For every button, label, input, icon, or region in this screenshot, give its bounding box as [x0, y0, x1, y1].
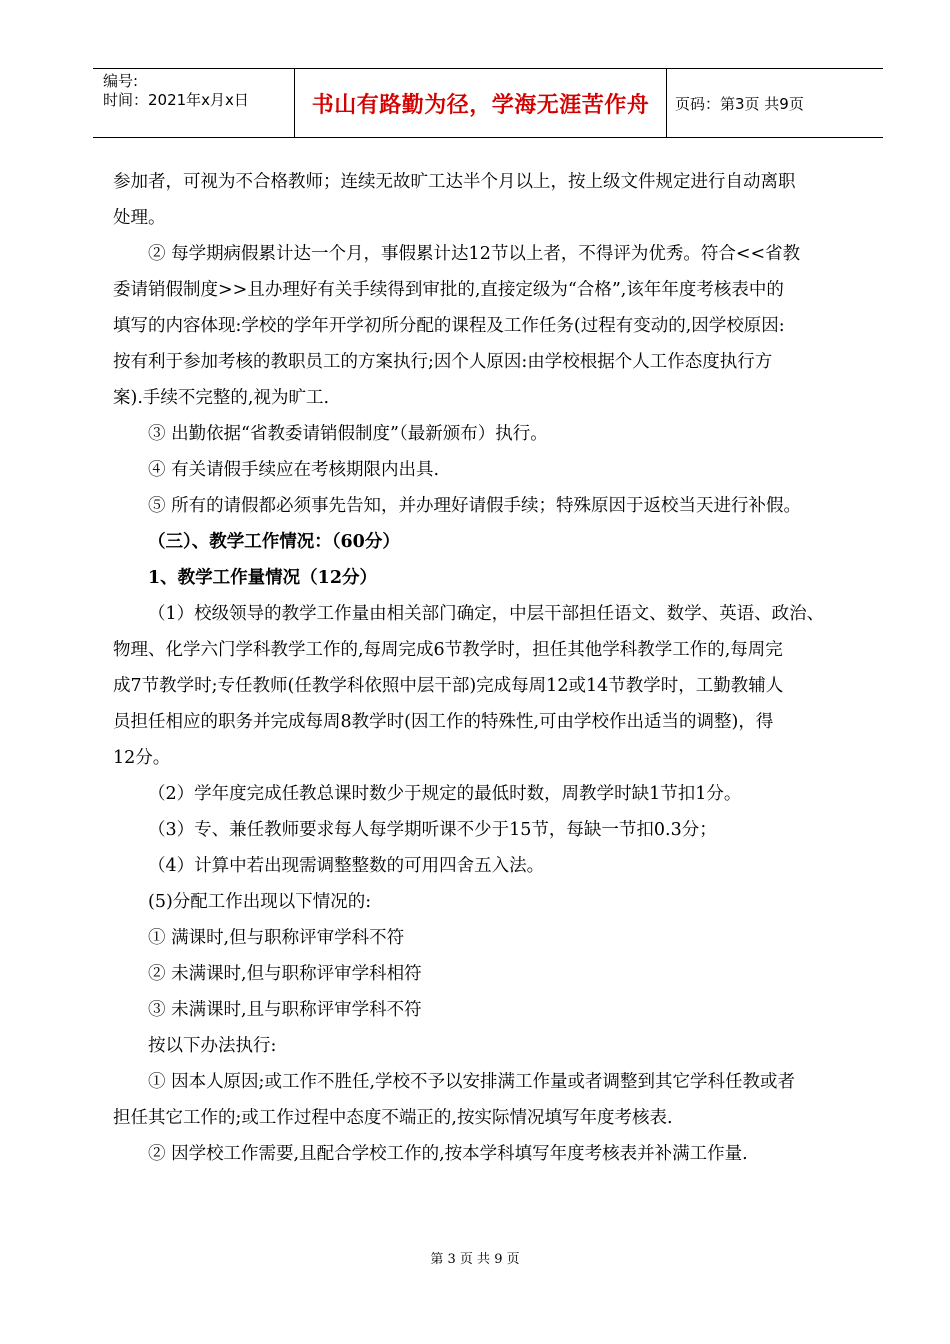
body-line: 委请销假制度>>且办理好有关手续得到审批的,直接定级为“合格”,该年年度考核表中的	[113, 280, 784, 300]
body-line: ① 因本人原因;或工作不胜任,学校不予以安排满工作量或者调整到其它学科任教或者	[148, 1072, 796, 1092]
body-line: 担任其它工作的;或工作过程中态度不端正的,按实际情况填写年度考核表.	[113, 1108, 673, 1128]
body-line: （3）专、兼任教师要求每人每学期听课不少于15节，每缺一节扣0.3分；	[148, 820, 717, 840]
body-line: 员担任相应的职务并完成每周8教学时(因工作的特殊性,可由学校作出适当的调整)，得	[113, 712, 774, 732]
body-line: ① 满课时,但与职称评审学科不符	[148, 928, 405, 948]
subsection-heading: 1、教学工作量情况（12分）	[148, 568, 378, 588]
header-motto: 书山有路勤为径，学海无涯苦作舟	[311, 92, 650, 118]
body-line: 参加者，可视为不合格教师；连续无故旷工达半个月以上，按上级文件规定进行自动离职	[113, 172, 796, 192]
header-meta-cell	[93, 69, 295, 137]
body-line: ③ 未满课时,且与职称评审学科不符	[148, 1000, 422, 1020]
body-line: （1）校级领导的教学工作量由相关部门确定，中层干部担任语文、数学、英语、政治、	[148, 604, 825, 624]
document-time-label: 时间：2021年x月x日	[103, 91, 249, 109]
body-line: 处理。	[113, 208, 166, 228]
body-line: （2）学年度完成任教总课时数少于规定的最低时数，周教学时缺1节扣1分。	[148, 784, 742, 804]
page-footer: 第 3 页 共 9 页	[430, 1252, 520, 1267]
body-line: ② 未满课时,但与职称评审学科相符	[148, 964, 422, 984]
body-line: ④ 有关请假手续应在考核期限内出具.	[148, 460, 440, 480]
body-line: (5)分配工作出现以下情况的:	[148, 892, 372, 912]
header-page-label: 页码：第3页 共9页	[675, 94, 804, 113]
body-line: 填写的内容体现:学校的学年开学初所分配的课程及工作任务(过程有变动的,因学校原因:	[113, 316, 785, 336]
body-line: ② 因学校工作需要,且配合学校工作的,按本学科填写年度考核表并补满工作量.	[148, 1144, 748, 1164]
document-body	[113, 164, 883, 1172]
header-page-cell	[667, 69, 883, 137]
document-number-label: 编号:	[103, 72, 139, 90]
body-line: ② 每学期病假累计达一个月，事假累计达12节以上者，不得评为优秀。符合<<省教	[148, 244, 801, 264]
body-line: 成7节教学时;专任教师(任教学科依照中层干部)完成每周12或14节教学时，工勤教辅人	[113, 676, 784, 696]
body-line: ③ 出勤依据“省教委请销假制度”（最新颁布）执行。	[148, 424, 548, 444]
header-motto-cell	[295, 69, 667, 137]
body-line: 按以下办法执行:	[148, 1036, 277, 1056]
body-line: 物理、化学六门学科教学工作的,每周完成6节教学时，担任其他学科教学工作的,每周完	[113, 640, 783, 660]
body-line: （4）计算中若出现需调整整数的可用四舍五入法。	[148, 856, 545, 876]
section-heading: （三）、教学工作情况：（60分）	[148, 532, 400, 552]
body-line: 按有利于参加考核的教职员工的方案执行;因个人原因:由学校根据个人工作态度执行方	[113, 352, 773, 372]
page-header	[93, 68, 883, 138]
body-line: ⑤ 所有的请假都必须事先告知，并办理好请假手续；特殊原因于返校当天进行补假。	[148, 496, 802, 516]
body-line: 案).手续不完整的,视为旷工.	[113, 388, 330, 408]
body-line: 12分。	[113, 748, 171, 768]
